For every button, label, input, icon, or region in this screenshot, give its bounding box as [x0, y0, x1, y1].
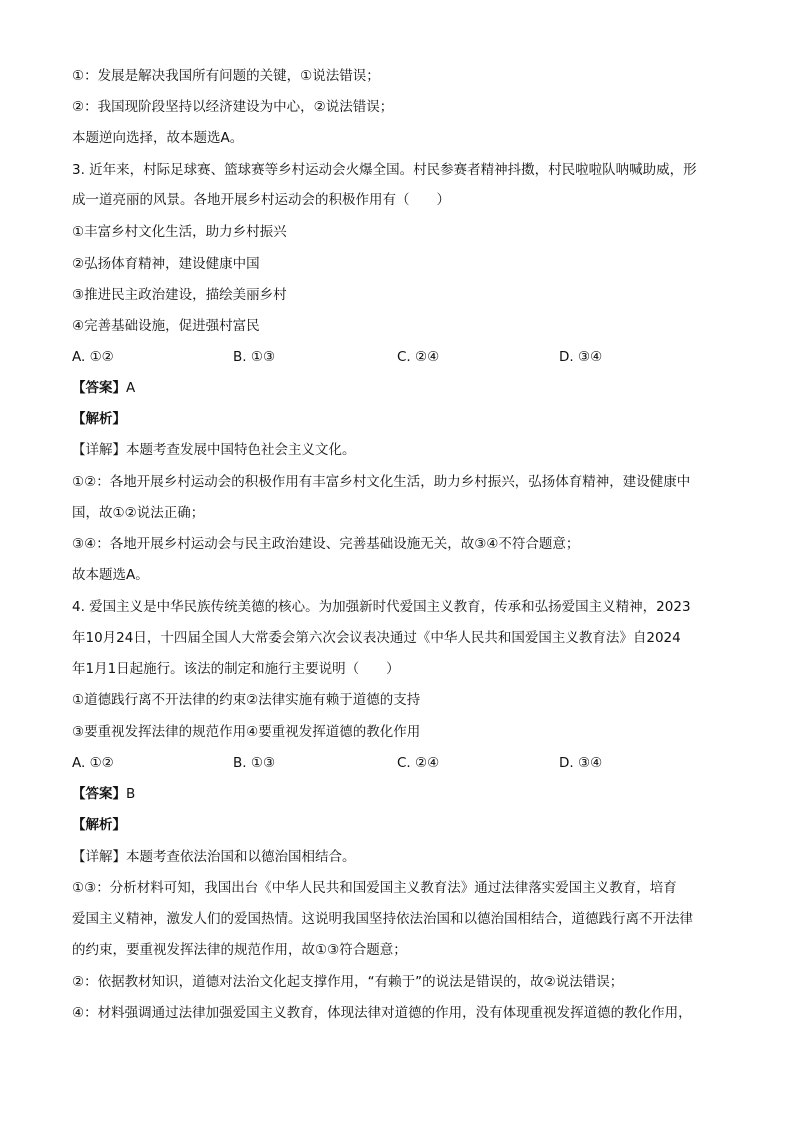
question-4-detail: 【详解】本题考查依法治国和以德治国相结合。 — [72, 849, 356, 865]
question-3-statement-2: ②弘扬体育精神，建设健康中国 — [72, 256, 260, 272]
question-4-detail-line-1: ①③：分析材料可知，我国出台《中华人民共和国爱国主义教育法》通过法律落实爱国主义教育，培育 — [72, 880, 677, 896]
question-4-option-b: B. ①③ — [233, 755, 276, 771]
question-3-options — [72, 347, 732, 367]
analysis-line-2: ②：我国现阶段坚持以经济建设为中心，②说法错误； — [72, 99, 394, 115]
question-3-option-a: A. ①② — [72, 349, 114, 365]
analysis-line-1: ①：发展是解决我国所有问题的关键，①说法错误； — [72, 68, 380, 84]
question-4-detail-line-4: ②：依据教材知识，道德对法治文化起支撑作用，“有赖于”的说法是错误的，故②说法错误； — [72, 974, 624, 990]
question-3-statement-3: ③推进民主政治建设，描绘美丽乡村 — [72, 287, 287, 303]
question-3-option-b: B. ①③ — [233, 349, 276, 365]
question-4-option-c: C. ②④ — [397, 755, 440, 771]
question-4-option-a: A. ①② — [72, 755, 114, 771]
question-4-stem-line-3: 年1月1日起施行。该法的制定和施行主要说明（ ） — [72, 661, 400, 677]
question-3-answer — [72, 378, 732, 398]
question-3-statement-4: ④完善基础设施，促进强村富民 — [72, 318, 260, 334]
answer-value: A — [126, 380, 136, 396]
question-4-detail-line-2: 爱国主义精神，激发人们的爱国热情。这说明我国坚持依法治国和以德治国相结合，道德践行离不开法律 — [72, 911, 693, 927]
question-4-answer — [72, 784, 732, 804]
question-3-stem-line-1: 3. 近年来，村际足球赛、篮球赛等乡村运动会火爆全国。村民参赛者精神抖擞，村民啦啦队呐喊助威，形 — [72, 162, 697, 178]
question-4-stem-line-1: 4. 爱国主义是中华民族传统美德的核心。为加强新时代爱国主义教育，传承和弘扬爱国主义精神，2023 — [72, 599, 691, 615]
question-4-options — [72, 753, 732, 773]
question-4-detail-line-5: ④：材料强调通过法律加强爱国主义教育，体现法律对道德的作用，没有体现重视发挥道德的教化作用， — [72, 1005, 692, 1021]
question-3-analysis-heading: 【解析】 — [72, 411, 126, 427]
question-4-statements-1-2: ①道德践行离不开法律的约束②法律实施有赖于道德的支持 — [72, 692, 421, 708]
question-3-detail-line-3: ③④：各地开展乡村运动会与民主政治建设、完善基础设施无关，故③④不符合题意； — [72, 536, 580, 552]
answer-value: B — [126, 786, 136, 802]
question-3-detail-line-1: ①②：各地开展乡村运动会的积极作用有丰富乡村文化生活，助力乡村振兴，弘扬体育精神，建设健康中 — [72, 474, 691, 490]
question-4-statements-3-4: ③要重视发挥法律的规范作用④要重视发挥道德的教化作用 — [72, 724, 421, 740]
question-3-option-d: D. ③④ — [559, 349, 603, 365]
question-4-detail-line-3: 的约束，要重视发挥法律的规范作用，故①③符合题意； — [72, 942, 407, 958]
question-3-conclusion: 故本题选A。 — [72, 567, 149, 583]
question-3-statement-1: ①丰富乡村文化生活，助力乡村振兴 — [72, 224, 287, 240]
conclusion-line: 本题逆向选择，故本题选A。 — [72, 130, 244, 146]
question-4-stem-line-2: 年10月24日，十四届全国人大常委会第六次会议表决通过《中华人民共和国爱国主义教育法》自2024 — [72, 630, 681, 646]
answer-label: 【答案】 — [72, 380, 126, 396]
question-4-analysis-heading: 【解析】 — [72, 817, 126, 833]
question-3-detail-line-2: 国，故①②说法正确； — [72, 505, 205, 521]
question-4-option-d: D. ③④ — [559, 755, 603, 771]
question-3-detail: 【详解】本题考查发展中国特色社会主义文化。 — [72, 442, 356, 458]
question-3-option-c: C. ②④ — [397, 349, 440, 365]
answer-label: 【答案】 — [72, 786, 126, 802]
question-3-stem-line-2: 成一道亮丽的风景。各地开展乡村运动会的积极作用有（ ） — [72, 192, 450, 208]
